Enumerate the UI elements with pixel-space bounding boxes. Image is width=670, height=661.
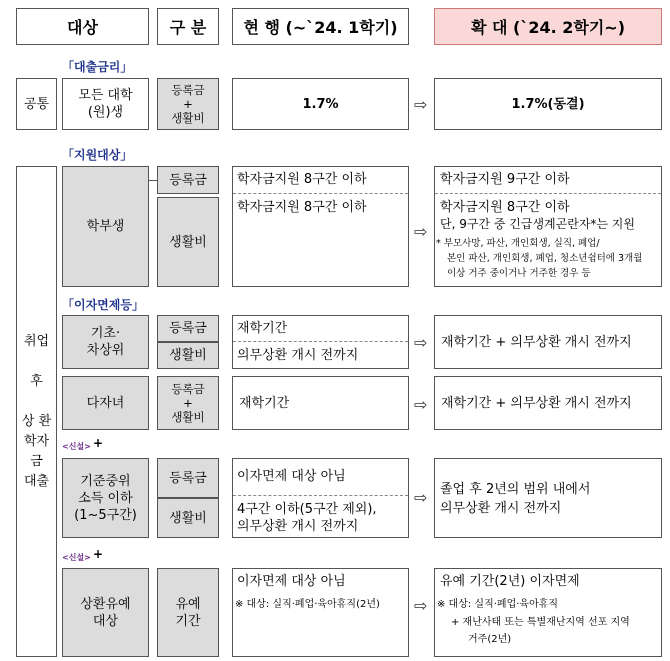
- arrow-icon: ⇨: [414, 488, 428, 507]
- common-group: [16, 78, 57, 130]
- basic-current-1: 재학기간: [237, 321, 288, 336]
- multi-expanded-label: 재학기간 + 의무상환 개시 전까지: [441, 395, 632, 411]
- parent-expanded-living-1: 학자금지원 8구간 이하: [440, 200, 570, 215]
- section-support-target: 「지원대상」: [62, 148, 133, 162]
- median-tuition: [157, 458, 219, 498]
- parent-expanded-note-3: 이상 거주 중이거나 거주한 경우 등: [447, 268, 591, 279]
- parent-expanded-living-2: 단, 9구간 중 긴급생계곤란자*는 지원: [440, 217, 635, 231]
- deferral-expanded-1: 유예 기간(2년) 이자면제: [440, 574, 580, 589]
- basic-living: [157, 342, 219, 369]
- median-expanded-2: 의무상환 개시 전까지: [440, 501, 562, 516]
- parent-target-label: 학부생: [86, 219, 125, 234]
- new-label: <신설>: [62, 442, 91, 451]
- parent-expanded-note-1: * 부모사망, 파산, 개인회생, 실직, 폐업/: [436, 238, 600, 249]
- arrow-icon: ⇨: [414, 395, 428, 414]
- parent-current-living: 학자금지원 8구간 이하: [237, 200, 367, 215]
- deferral-current-2: ※ 대상: 실직·폐업·육아휴직(2년): [235, 599, 380, 610]
- median-expanded-1: 졸업 후 2년의 범위 내에서: [440, 482, 591, 497]
- parent-expanded-tuition: 학자금지원 9구간 이하: [440, 172, 570, 187]
- section-interest-exemption: 「이자면제등」: [62, 298, 144, 312]
- basic-expanded: [434, 315, 662, 369]
- common-group-label: 공통: [23, 96, 50, 112]
- divider: [435, 193, 661, 194]
- median-current-1: 이자면제 대상 아님: [237, 469, 346, 484]
- median-living-label: 생활비: [169, 510, 207, 526]
- plus-icon: +: [93, 547, 104, 561]
- parent-current-tuition: 학자금지원 8구간 이하: [237, 172, 367, 187]
- basic-living-label: 생활비: [169, 348, 207, 363]
- parent-living-label: 생활비: [169, 234, 207, 250]
- arrow-icon: ⇨: [414, 222, 428, 241]
- header-category: [157, 8, 219, 45]
- section-loan-rate: 「대출금리」: [62, 60, 133, 74]
- basic-tuition-label: 등록금: [169, 321, 207, 336]
- multi-current: [232, 376, 409, 430]
- header-expanded: [434, 8, 662, 45]
- multi-target: [62, 376, 149, 430]
- divider: [233, 193, 408, 194]
- common-category: 등록금 + 생활비: [157, 78, 219, 130]
- header-category-label: 구 분: [169, 18, 207, 37]
- median-current-2: 4구간 이하(5구간 제외),: [237, 502, 377, 517]
- common-target: [62, 78, 149, 130]
- deferral-current-1: 이자면제 대상 아님: [237, 574, 346, 589]
- left-group: 취업 후 상 환 학자 금 대출: [16, 166, 57, 657]
- header-target: [16, 8, 149, 45]
- plus-icon: +: [93, 436, 104, 450]
- deferral-category: 유예 기간: [157, 568, 219, 657]
- deferral-expanded-4: 거주(2년): [468, 634, 512, 645]
- parent-target: [62, 166, 149, 287]
- header-target-label: 대상: [67, 18, 98, 37]
- basic-target: 기초· 차상위: [62, 315, 149, 369]
- parent-tuition: [157, 166, 219, 194]
- parent-tuition-label: 등록금: [169, 172, 207, 188]
- common-current: [232, 78, 409, 130]
- parent-living: [157, 197, 219, 287]
- header-current: [232, 8, 409, 45]
- basic-tuition: [157, 315, 219, 342]
- divider: [233, 495, 408, 496]
- deferral-expanded-3: + 재난사태 또는 특별재난지역 선포 지역: [451, 617, 630, 628]
- divider: [233, 341, 408, 342]
- header-current-label: 현 행 (~`24. 1학기): [243, 18, 398, 37]
- connector-line: [149, 180, 157, 181]
- median-target: 기준중위 소득 이하 (1~5구간): [62, 458, 149, 538]
- deferral-expanded-2: ※ 대상: 실직·폐업·육아휴직: [437, 599, 559, 610]
- common-target-label: 모든 대학(원)생: [78, 88, 133, 120]
- deferral-target: 상환유예 대상: [62, 568, 149, 657]
- median-current-3: 의무상환 개시 전까지: [237, 519, 359, 534]
- common-expanded-label: 1.7%(동결): [511, 96, 585, 112]
- multi-target-label: 다자녀: [86, 395, 125, 411]
- multi-category: 등록금 + 생활비: [157, 376, 219, 430]
- arrow-icon: ⇨: [414, 95, 428, 114]
- basic-current-2: 의무상환 개시 전까지: [237, 348, 359, 363]
- common-current-label: 1.7%: [302, 96, 339, 112]
- arrow-icon: ⇨: [414, 333, 428, 352]
- parent-expanded-note-2: 본인 파산, 개인회생, 폐업, 청소년쉼터에 3개월: [447, 253, 643, 264]
- multi-current-label: 재학기간: [239, 395, 290, 411]
- median-expanded: [434, 458, 662, 538]
- new-label: <신설>: [62, 553, 91, 562]
- basic-expanded-label: 재학기간 + 의무상환 개시 전까지: [441, 334, 632, 350]
- median-living: [157, 498, 219, 538]
- multi-expanded: [434, 376, 662, 430]
- arrow-icon: ⇨: [414, 596, 428, 615]
- header-expanded-label: 확 대 (`24. 2학기~): [470, 18, 626, 37]
- common-expanded: [434, 78, 662, 130]
- median-tuition-label: 등록금: [169, 470, 207, 486]
